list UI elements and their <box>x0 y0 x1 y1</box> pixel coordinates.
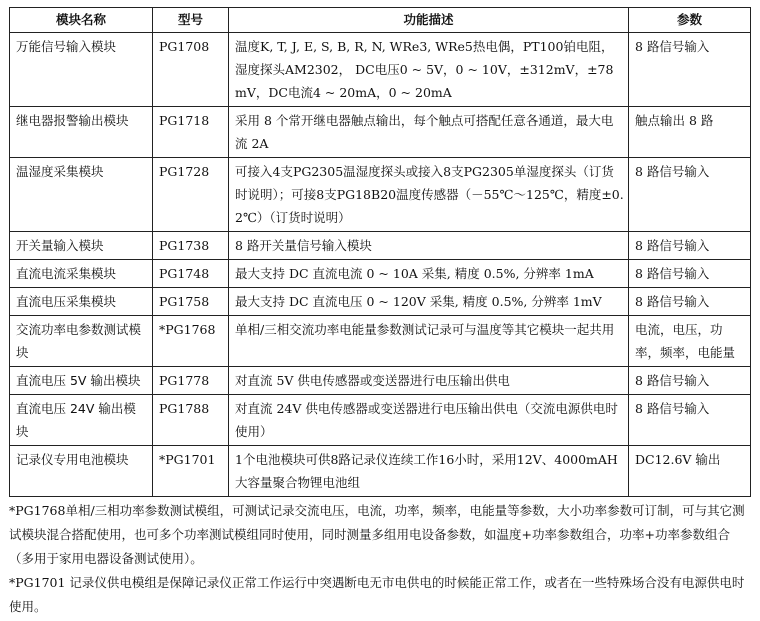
module-table-container <box>9 7 750 497</box>
cell-description: 最大支持 DC 直流电压 0 ~ 120V 采集, 精度 0.5%, 分辨率 1mV <box>229 288 629 316</box>
cell-model: PG1738 <box>153 232 229 260</box>
cell-description: 最大支持 DC 直流电流 0 ~ 10A 采集, 精度 0.5%, 分辨率 1mA <box>229 260 629 288</box>
footnote-pg1701: *PG1701 记录仪供电模组是保障记录仪正常工作运行中突遇断电无市电供电的时候能正常工作，或者在一些特殊场合没有电源供电时使用。 <box>9 575 745 614</box>
table-row <box>10 395 751 446</box>
cell-description: 采用 8 个常开继电器触点输出，每个触点可搭配任意各通道，最大电流 2A <box>229 107 629 158</box>
table-row <box>10 316 751 367</box>
cell-parameters: 8 路信号输入 <box>629 395 751 446</box>
cell-model: PG1778 <box>153 367 229 395</box>
module-table <box>9 7 751 497</box>
footnotes <box>9 499 754 619</box>
cell-parameters: DC12.6V 输出 <box>629 446 751 497</box>
header-parameters: 参数 <box>629 8 751 33</box>
table-row <box>10 288 751 316</box>
cell-model: PG1788 <box>153 395 229 446</box>
cell-model: *PG1701 <box>153 446 229 497</box>
table-row <box>10 367 751 395</box>
table-row <box>10 260 751 288</box>
cell-description: 1个电池模块可供8路记录仪连续工作16小时，采用12V、4000mAH大容量聚合物锂电池组 <box>229 446 629 497</box>
cell-model: *PG1768 <box>153 316 229 367</box>
table-row <box>10 33 751 107</box>
cell-model: PG1748 <box>153 260 229 288</box>
cell-module-name: 直流电压 5V 输出模块 <box>10 367 153 395</box>
cell-parameters: 8 路信号输入 <box>629 232 751 260</box>
cell-module-name: 继电器报警输出模块 <box>10 107 153 158</box>
cell-module-name: 记录仪专用电池模块 <box>10 446 153 497</box>
cell-module-name: 开关量输入模块 <box>10 232 153 260</box>
cell-module-name: 温湿度采集模块 <box>10 158 153 232</box>
cell-parameters: 8 路信号输入 <box>629 288 751 316</box>
header-module-name: 模块名称 <box>10 8 153 33</box>
table-row <box>10 232 751 260</box>
cell-model: PG1708 <box>153 33 229 107</box>
header-model: 型号 <box>153 8 229 33</box>
cell-model: PG1718 <box>153 107 229 158</box>
cell-module-name: 万能信号输入模块 <box>10 33 153 107</box>
cell-parameters: 8 路信号输入 <box>629 367 751 395</box>
cell-module-name: 直流电压采集模块 <box>10 288 153 316</box>
table-row <box>10 158 751 232</box>
cell-description: 可接入4支PG2305温湿度探头或接入8支PG2305单湿度探头（订货时说明）；可接8支PG18B20温度传感器（－55℃～125℃，精度±0.2℃）（订货时说明） <box>229 158 629 232</box>
header-description: 功能描述 <box>229 8 629 33</box>
cell-parameters: 8 路信号输入 <box>629 33 751 107</box>
cell-description: 温度K, T, J, E, S, B, R, N, WRe3, WRe5热电偶，PT100铂电阻，湿度探头AM2302， DC电压0 ~ 5V，0 ~ 10V，±312mV，±78mV，DC电流4 ~ 20mA，0 ~ 20mA <box>229 33 629 107</box>
cell-module-name: 交流功率电参数测试模块 <box>10 316 153 367</box>
cell-module-name: 直流电流采集模块 <box>10 260 153 288</box>
table-row <box>10 107 751 158</box>
cell-parameters: 8 路信号输入 <box>629 260 751 288</box>
footnote-pg1768: *PG1768单相/三相功率参数测试模组，可测试记录交流电压，电流，功率，频率，电能量等参数，大小功率参数可订制，可与其它测试模块混合搭配使用，也可多个功率测试模组同时使用，同时测量多组用电设备参数，如温度+功率参数组合，功率+功率参数组合（多用于家用电器设备测试使用）。 <box>9 503 745 566</box>
cell-description: 单相/三相交流功率电能量参数测试记录可与温度等其它模块一起共用 <box>229 316 629 367</box>
cell-model: PG1728 <box>153 158 229 232</box>
cell-parameters: 8 路信号输入 <box>629 158 751 232</box>
cell-model: PG1758 <box>153 288 229 316</box>
table-row <box>10 446 751 497</box>
cell-parameters: 电流，电压，功率，频率，电能量 <box>629 316 751 367</box>
cell-description: 对直流 5V 供电传感器或变送器进行电压输出供电 <box>229 367 629 395</box>
cell-description: 对直流 24V 供电传感器或变送器进行电压输出供电（交流电源供电时使用） <box>229 395 629 446</box>
cell-parameters: 触点输出 8 路 <box>629 107 751 158</box>
cell-description: 8 路开关量信号输入模块 <box>229 232 629 260</box>
cell-module-name: 直流电压 24V 输出模块 <box>10 395 153 446</box>
table-header-row <box>10 8 751 33</box>
